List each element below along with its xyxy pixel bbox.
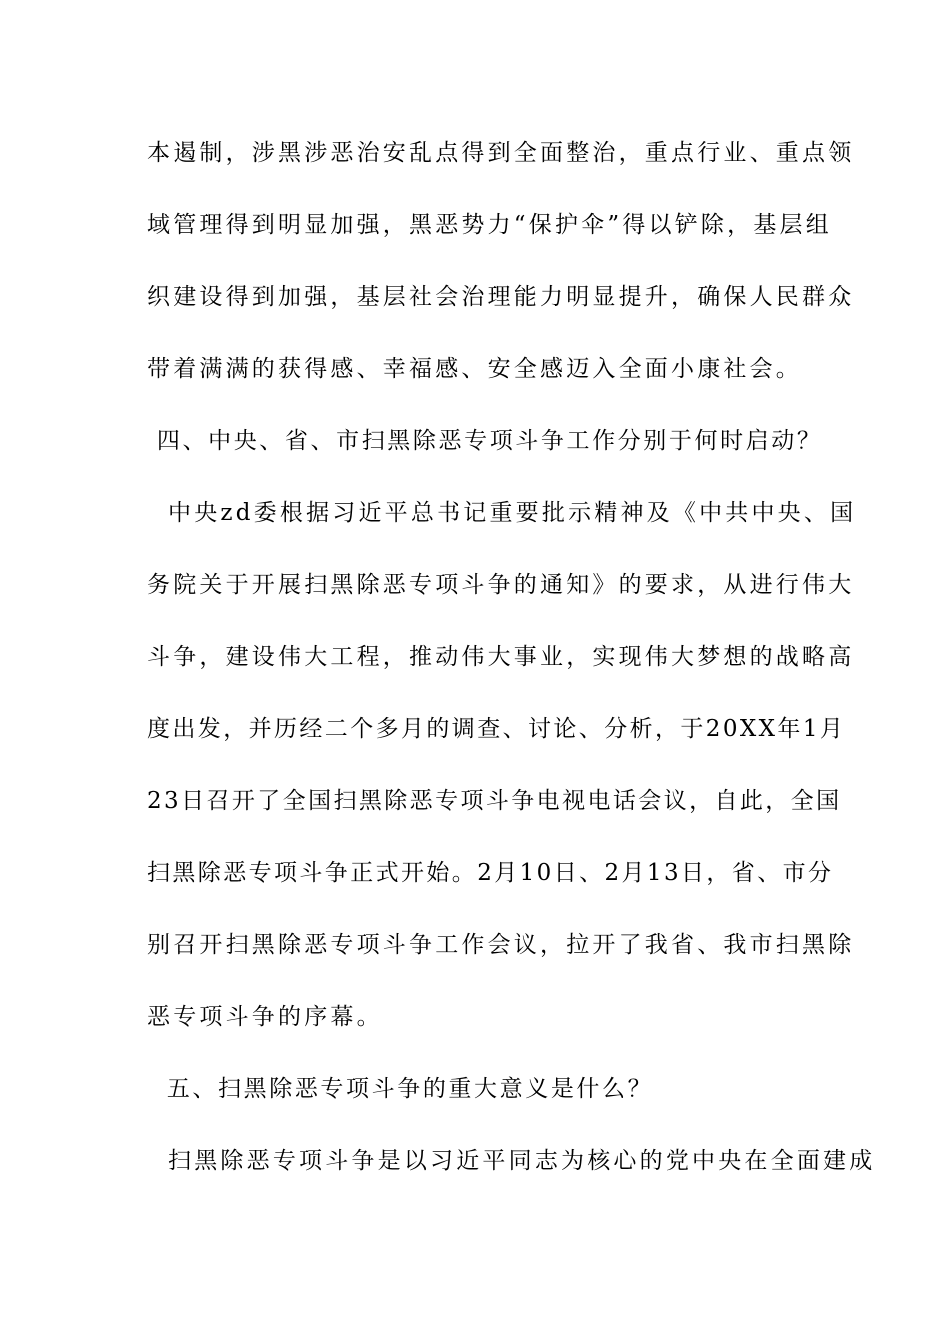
paragraph-line: 中央zd委根据习近平总书记重要批示精神及《中共中央、国 [147, 500, 857, 526]
paragraph-line: 域管理得到明显加强，黑恶势力“保护伞”得以铲除，基层组 [147, 212, 832, 238]
paragraph-line: 别召开扫黑除恶专项斗争工作会议，拉开了我省、我市扫黑除 [147, 932, 855, 958]
paragraph-line: 恶专项斗争的序幕。 [147, 1004, 383, 1030]
section-heading: 四、中央、省、市扫黑除恶专项斗争工作分别于何时启动？ [147, 428, 823, 454]
paragraph-line: 度出发，并历经二个多月的调查、讨论、分析，于20XX年1月 [147, 716, 846, 742]
paragraph-line: 23日召开了全国扫黑除恶专项斗争电视电话会议，自此，全国 [147, 788, 842, 814]
paragraph-line: 带着满满的获得感、幸福感、安全感迈入全面小康社会。 [147, 356, 802, 382]
section-heading: 五、扫黑除恶专项斗争的重大意义是什么？ [147, 1076, 654, 1102]
paragraph-line: 斗争，建设伟大工程，推动伟大事业，实现伟大梦想的战略高 [147, 644, 855, 670]
paragraph-line: 务院关于开展扫黑除恶专项斗争的通知》的要求，从进行伟大 [147, 572, 855, 598]
paragraph-line: 本遏制，涉黑涉恶治安乱点得到全面整治，重点行业、重点领 [147, 140, 855, 166]
paragraph-line: 扫黑除恶专项斗争正式开始。2月10日、2月13日，省、市分 [147, 860, 834, 886]
paragraph-line: 织建设得到加强，基层社会治理能力明显提升，确保人民群众 [147, 284, 855, 310]
paragraph-line: 扫黑除恶专项斗争是以习近平同志为核心的党中央在全面建成 [147, 1148, 876, 1174]
